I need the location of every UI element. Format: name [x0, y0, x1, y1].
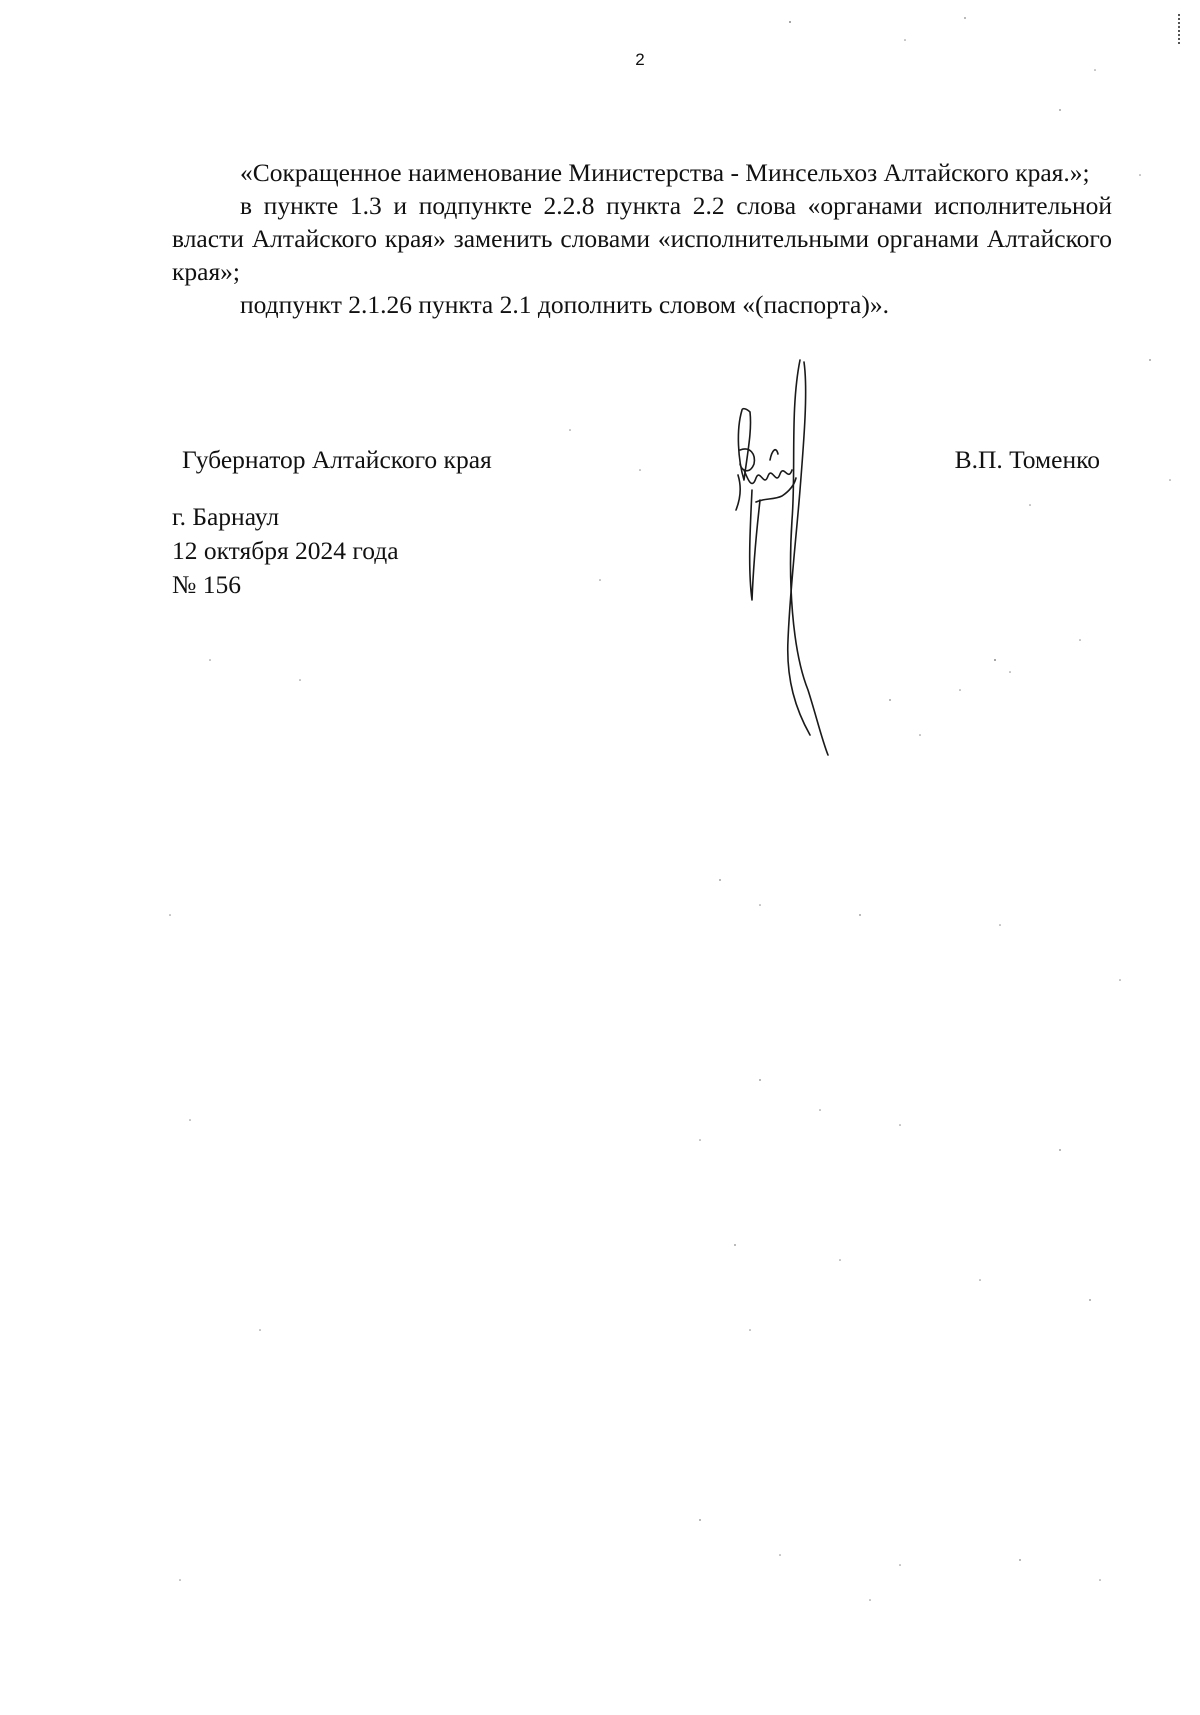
place-date-block — [172, 500, 399, 602]
document-date: 12 октября 2024 года — [172, 536, 399, 565]
paragraph-1: «Сокращенное наименование Министерства - Минсельхоз Алтайского края.»; — [240, 158, 1090, 187]
signer-name: В.П. Томенко — [954, 445, 1100, 474]
signature-row — [172, 445, 1112, 479]
signer-title: Губернатор Алтайского края — [182, 445, 492, 474]
document-number: № 156 — [172, 570, 241, 599]
city: г. Барнаул — [172, 502, 280, 531]
handwritten-signature — [730, 350, 850, 760]
edge-scan-mark — [1178, 14, 1182, 44]
body-text — [172, 156, 1112, 321]
page-number: 2 — [635, 50, 645, 69]
paragraph-2: в пункте 1.3 и подпункте 2.2.8 пункта 2.2 слова «органами исполнительной власти Алтайского края» заменить словами «исполнительными органами Алтайского края»; — [172, 191, 1112, 286]
paragraph-3: подпункт 2.1.26 пункта 2.1 дополнить словом «(паспорта)». — [240, 290, 889, 319]
